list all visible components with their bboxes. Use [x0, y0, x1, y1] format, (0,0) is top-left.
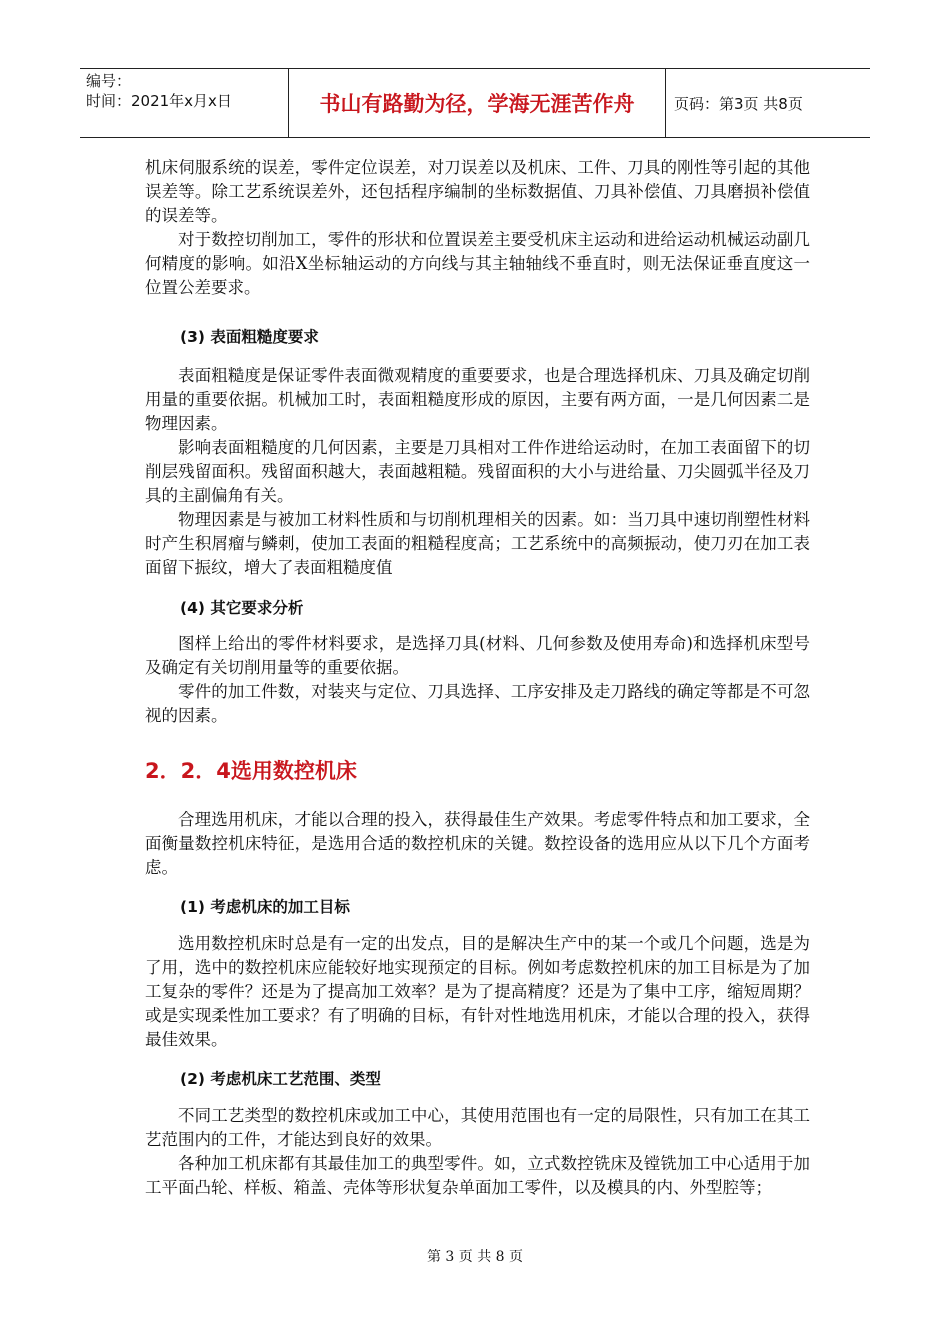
page-footer: 第 3 页 共 8 页 — [426, 1249, 524, 1265]
document-body — [145, 156, 810, 1200]
paragraph: 表面粗糙度是保证零件表面微观精度的重要要求，也是合理选择机床、刀具及确定切削用量的重要依据。机械加工时，表面粗糙度形成的原因，主要有两方面，一是几何因素二是物理因素。 — [145, 366, 810, 433]
paragraph: 图样上给出的零件材料要求，是选择刀具(材料、几何参数及使用寿命)和选择机床型号及确定有关切削用量等的重要依据。 — [145, 634, 810, 677]
paragraph: 对于数控切削加工，零件的形状和位置误差主要受机床主运动和进给运动机械运动副几何精度的影响。如沿X坐标轴运动的方向线与其主轴轴线不垂直时，则无法保证垂直度这一位置公差要求。 — [145, 230, 810, 297]
page-header — [80, 68, 870, 138]
section-heading: 2．2．4选用数控机床 — [145, 759, 357, 783]
subheading: (2) 考虑机床工艺范围、类型 — [180, 1070, 381, 1088]
subheading: (3) 表面粗糙度要求 — [180, 328, 319, 346]
paragraph: 零件的加工件数，对装夹与定位、刀具选择、工序安排及走刀路线的确定等都是不可忽视的因素。 — [145, 682, 810, 725]
number-label: 编号： — [86, 72, 132, 90]
paragraph: 选用数控机床时总是有一定的出发点，目的是解决生产中的某一个或几个问题，选是为了用，选中的数控机床应能较好地实现预定的目标。例如考虑数控机床的加工目标是为了加工复杂的零件？还是为了提高加工效率？是为了提高精度？还是为了集中工序，缩短周期？或是实现柔性加工要求？有了明确的目标，有针对性地选用机床，才能以合理的投入，获得最佳效果。 — [145, 934, 810, 1049]
paragraph: 机床伺服系统的误差，零件定位误差，对刀误差以及机床、工件、刀具的刚性等引起的其他误差等。除工艺系统误差外，还包括程序编制的坐标数据值、刀具补偿值、刀具磨损补偿值的误差等。 — [145, 158, 810, 225]
subheading: (4) 其它要求分析 — [180, 599, 304, 617]
time-label: 时间：2021年x月x日 — [86, 92, 232, 110]
paragraph: 合理选用机床，才能以合理的投入，获得最佳生产效果。考虑零件特点和加工要求，全面衡量数控机床特征，是选用合适的数控机床的关键。数控设备的选用应从以下几个方面考虑。 — [145, 810, 810, 877]
header-meta — [80, 69, 289, 137]
paragraph: 各种加工机床都有其最佳加工的典型零件。如，立式数控铣床及镗铣加工中心适用于加工平面凸轮、样板、箱盖、壳体等形状复杂单面加工零件，以及模具的内、外型腔等； — [145, 1154, 810, 1197]
subheading: (1) 考虑机床的加工目标 — [180, 898, 350, 916]
paragraph: 物理因素是与被加工材料性质和与切削机理相关的因素。如：当刀具中速切削塑性材料时产生积屑瘤与鳞刺，使加工表面的粗糙程度高；工艺系统中的高频振动，使刀刃在加工表面留下振纹，增大了表面粗糙度值 — [145, 510, 810, 577]
header-page-label: 页码：第3页 共8页 — [674, 94, 803, 113]
paragraph: 不同工艺类型的数控机床或加工中心，其使用范围也有一定的局限性，只有加工在其工艺范围内的工件，才能达到良好的效果。 — [145, 1106, 810, 1149]
header-motto: 书山有路勤为径，学海无涯苦作舟 — [289, 69, 666, 137]
paragraph: 影响表面粗糙度的几何因素，主要是刀具相对工件作进给运动时，在加工表面留下的切削层残留面积。残留面积越大，表面越粗糙。残留面积的大小与进给量、刀尖圆弧半径及刀具的主副偏角有关。 — [145, 438, 810, 505]
